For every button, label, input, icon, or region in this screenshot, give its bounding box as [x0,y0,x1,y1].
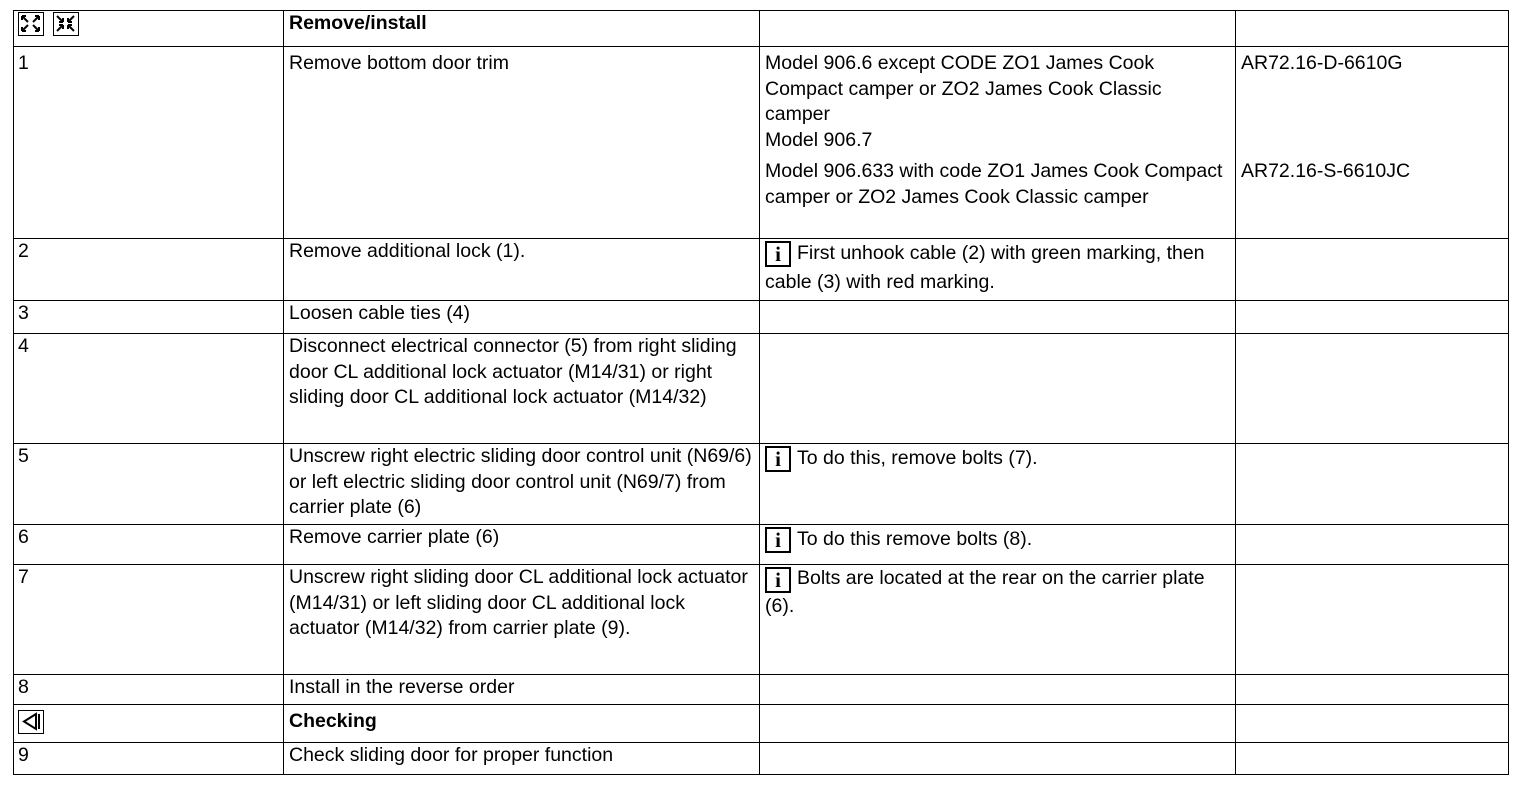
header-empty-cell [1236,11,1509,47]
empty-cell [1236,301,1509,334]
info-text: To do this remove bolts (8). [797,528,1033,550]
model-note: Model 906.6 except CODE ZO1 James Cook Compact camper or ZO2 James Cook Classic camper [765,52,1162,125]
empty-cell [760,743,1236,775]
notes-cell [760,47,1236,239]
step-number: 4 [14,334,284,444]
info-text: To do this, remove bolts (7). [797,447,1038,469]
step-text: Check sliding door for proper function [284,743,760,775]
reference-link[interactable]: AR72.16-D-6610G [1241,52,1403,74]
info-cell [760,239,1236,301]
step-number: 5 [14,444,284,525]
step-number: 3 [14,301,284,334]
empty-cell [760,334,1236,444]
reference-link[interactable]: AR72.16-S-6610JC [1241,160,1411,182]
collapse-icon[interactable] [53,12,79,36]
header-empty-cell [760,11,1236,47]
expand-icon[interactable] [18,12,44,36]
info-cell [760,444,1236,525]
empty-cell [1236,675,1509,705]
model-note: Model 906.7 [765,128,873,151]
table-row [14,525,1509,565]
table-row [14,444,1509,525]
step-number: 9 [14,743,284,775]
empty-cell [1236,743,1509,775]
empty-cell [1236,334,1509,444]
empty-cell [1236,525,1509,565]
step-number: 6 [14,525,284,565]
step-number: 2 [14,239,284,301]
info-text: First unhook cable (2) with green marking, then cable (3) with red marking. [765,242,1205,293]
empty-cell [1236,705,1509,743]
procedure-table [13,10,1509,775]
table-row [14,239,1509,301]
check-arrow-icon[interactable] [18,710,44,734]
info-cell [760,525,1236,565]
info-icon: i [765,446,791,472]
section-title: Remove/install [284,11,760,47]
step-text: Remove carrier plate (6) [284,525,760,565]
step-number: 7 [14,565,284,675]
header-row [14,11,1509,47]
info-icon: i [765,527,791,553]
checking-icon-cell [14,705,284,743]
info-icon: i [765,567,791,593]
step-text: Unscrew right sliding door CL additional lock actuator (M14/31) or left sliding door CL additional lock actuator (M14/32) from carrier plate (9). [284,565,760,675]
table-row [14,675,1509,705]
empty-cell [760,675,1236,705]
empty-cell [760,705,1236,743]
table-row [14,565,1509,675]
reference-cell [1236,47,1509,239]
table-row [14,47,1509,239]
step-text: Loosen cable ties (4) [284,301,760,334]
table-row [14,301,1509,334]
header-icons-cell [14,11,284,47]
step-text: Remove additional lock (1). [284,239,760,301]
empty-cell [1236,444,1509,525]
step-text: Install in the reverse order [284,675,760,705]
step-text: Unscrew right electric sliding door control unit (N69/6) or left electric sliding door control unit (N69/7) from carrier plate (6) [284,444,760,525]
info-text: Bolts are located at the rear on the carrier plate (6). [765,567,1205,617]
empty-cell [1236,239,1509,301]
step-number: 1 [14,47,284,239]
step-text: Remove bottom door trim [284,47,760,239]
table-row [14,334,1509,444]
empty-cell [1236,565,1509,675]
model-note: Model 906.633 with code ZO1 James Cook Compact camper or ZO2 James Cook Classic camper [765,160,1223,208]
info-icon: i [765,241,791,267]
table-row [14,743,1509,775]
checking-header-row [14,705,1509,743]
empty-cell [760,301,1236,334]
step-number: 8 [14,675,284,705]
step-text: Disconnect electrical connector (5) from right sliding door CL additional lock actuator (M14/31) or right sliding door CL additional lock actuator (M14/32) [284,334,760,444]
checking-title: Checking [284,705,760,743]
info-cell [760,565,1236,675]
